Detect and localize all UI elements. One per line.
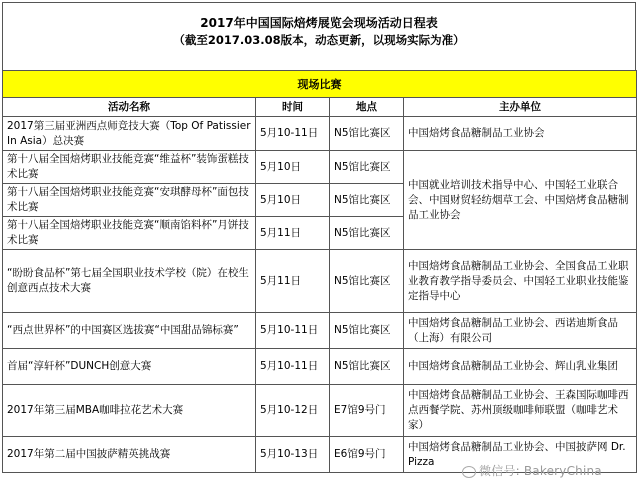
column-header-row [3, 98, 637, 117]
header-spacer [2, 60, 636, 70]
activity-cell: 第十八届全国焙烤职业技能竞赛“安琪酵母杯”面包技术比赛 [3, 184, 256, 217]
activity-cell: “西点世界杯”的中国赛区选拔赛“中国甜品锦标赛” [3, 313, 256, 349]
place-cell: N5馆比赛区 [330, 313, 404, 349]
activity-cell: “盼盼食品杯”第七届全国职业技术学校（院）在校生创意西点技术大赛 [3, 250, 256, 313]
place-cell: N5馆比赛区 [330, 117, 404, 151]
time-cell: 5月10-11日 [256, 117, 330, 151]
wechat-watermark [462, 462, 602, 479]
time-cell: 5月10日 [256, 151, 330, 184]
organizer-cell: 中国焙烤食品糖制品工业协会 [404, 117, 637, 151]
organizer-cell: 中国焙烤食品糖制品工业协会、西诺迪斯食品（上海）有限公司 [404, 313, 637, 349]
activity-cell: 第十八届全国焙烤职业技能竞赛“维益杯”装饰蛋糕技术比赛 [3, 151, 256, 184]
activity-cell: 2017年第二届中国披萨精英挑战赛 [3, 437, 256, 473]
schedule-sheet [2, 2, 636, 473]
time-cell: 5月10日 [256, 184, 330, 217]
organizer-cell-merged: 中国就业培训技术指导中心、中国轻工业联合会、中国财贸轻纺烟草工会、中国焙烤食品糖制品工业协会 [404, 151, 637, 250]
time-cell: 5月10-12日 [256, 385, 330, 437]
col-place-header: 地点 [330, 98, 404, 117]
table-row [3, 313, 637, 349]
section-label: 现场比赛 [3, 71, 637, 98]
table-row [3, 151, 637, 184]
page-subtitle: （截至2017.03.08版本，动态更新，以现场实际为准） [173, 32, 465, 47]
activity-cell: 首届“淳轩杯”DUNCH创意大赛 [3, 349, 256, 385]
document-header [2, 2, 636, 60]
page-title: 2017年中国国际焙烤展览会现场活动日程表 [200, 15, 438, 30]
place-cell: E6馆9号门 [330, 437, 404, 473]
time-cell: 5月10-11日 [256, 313, 330, 349]
section-row [3, 71, 637, 98]
watermark-text: 微信号: BakeryChina [479, 464, 602, 478]
time-cell: 5月11日 [256, 217, 330, 250]
activity-cell: 第十八届全国焙烤职业技能竞赛“顺南馅料杯”月饼技术比赛 [3, 217, 256, 250]
table-row [3, 349, 637, 385]
organizer-cell: 中国焙烤食品糖制品工业协会、王森国际咖啡西点西餐学院、苏州顶级咖啡师联盟（咖啡艺术家） [404, 385, 637, 437]
col-time-header: 时间 [256, 98, 330, 117]
place-cell: N5馆比赛区 [330, 349, 404, 385]
place-cell: N5馆比赛区 [330, 217, 404, 250]
schedule-table [2, 70, 637, 473]
time-cell: 5月10-11日 [256, 349, 330, 385]
wechat-icon [462, 466, 476, 478]
place-cell: N5馆比赛区 [330, 250, 404, 313]
activity-cell: 2017第三届亚洲西点师竞技大赛（Top Of Patissier In Asia）总决赛 [3, 117, 256, 151]
place-cell: N5馆比赛区 [330, 184, 404, 217]
time-cell: 5月11日 [256, 250, 330, 313]
organizer-cell: 中国焙烤食品糖制品工业协会、全国食品工业职业教育教学指导委员会、中国轻工业职业技能鉴定指导中心 [404, 250, 637, 313]
col-activity-header: 活动名称 [3, 98, 256, 117]
activity-cell: 2017年第三届MBA咖啡拉花艺术大赛 [3, 385, 256, 437]
time-cell: 5月10-13日 [256, 437, 330, 473]
organizer-cell: 中国焙烤食品糖制品工业协会、中国披萨网 Dr. Pizza [404, 437, 637, 473]
table-row [3, 117, 637, 151]
organizer-cell: 中国焙烤食品糖制品工业协会、辉山乳业集团 [404, 349, 637, 385]
place-cell: N5馆比赛区 [330, 151, 404, 184]
table-row [3, 385, 637, 437]
place-cell: E7馆9号门 [330, 385, 404, 437]
col-organizer-header: 主办单位 [404, 98, 637, 117]
table-row [3, 250, 637, 313]
